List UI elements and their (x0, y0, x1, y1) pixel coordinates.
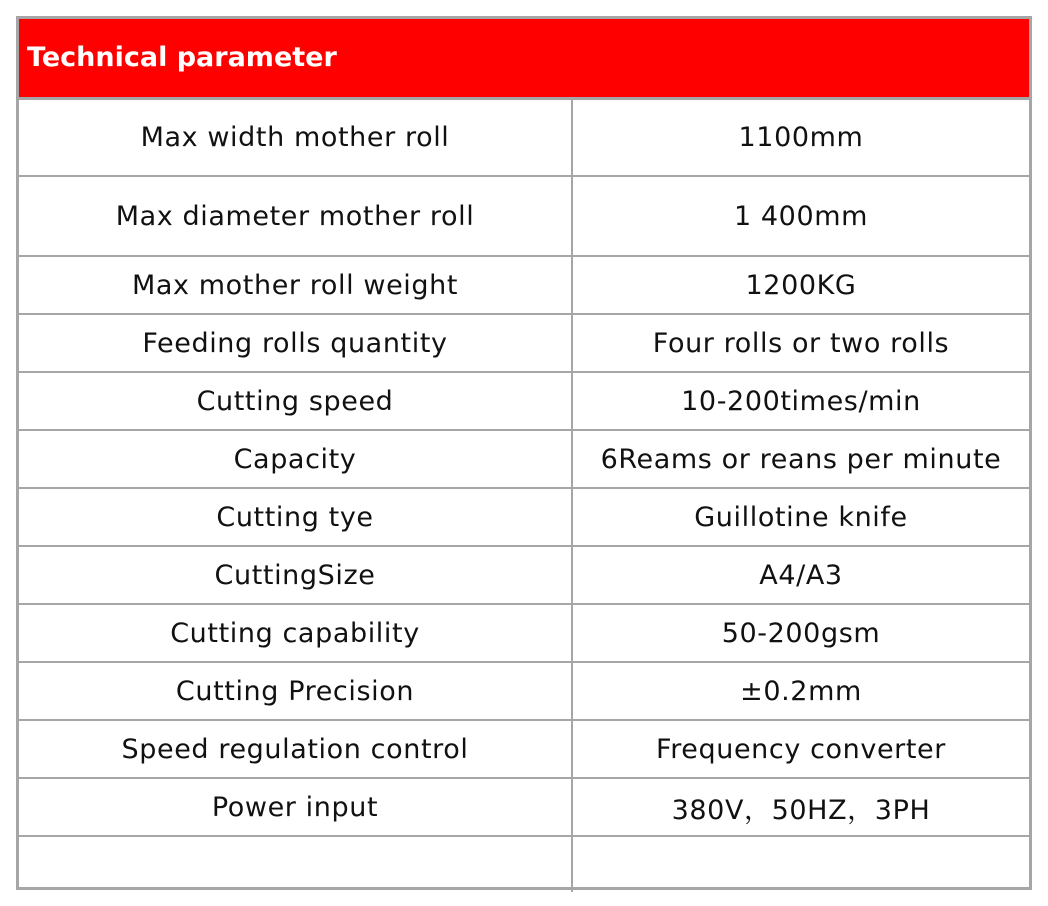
table-body (19, 100, 1029, 892)
value-cell: Frequency converter (656, 733, 946, 765)
table-row (19, 547, 1029, 605)
value-cell: 1100mm (738, 122, 864, 153)
parameter-cell: Feeding rolls quantity (142, 327, 448, 359)
table-row (19, 721, 1029, 779)
parameter-cell: Cutting speed (196, 385, 394, 417)
table-row (19, 605, 1029, 663)
table-row (19, 431, 1029, 489)
value-cell: 10-200times/min (681, 385, 921, 417)
parameter-cell: Cutting Precision (175, 675, 415, 707)
technical-parameter-table (16, 16, 1032, 890)
parameter-cell: Max diameter mother roll (115, 200, 475, 232)
value-cell: 1 400mm (733, 200, 869, 232)
table-row (19, 779, 1029, 837)
table-row (19, 837, 1029, 892)
value-cell: Guillotine knife (694, 501, 908, 533)
value-cell: ±0.2mm (740, 675, 862, 707)
value-cell (573, 837, 1029, 892)
table-row (19, 373, 1029, 431)
table-row (19, 177, 1029, 257)
parameter-cell: Power input (211, 791, 379, 823)
table-row (19, 489, 1029, 547)
parameter-cell: Speed regulation control (121, 733, 469, 765)
value-cell: 6Reams or reans per minute (600, 443, 1002, 475)
parameter-cell: Cutting capability (170, 617, 420, 649)
value-cell: Four rolls or two rolls (652, 327, 950, 359)
parameter-cell: Max mother roll weight (131, 269, 459, 301)
table-row (19, 663, 1029, 721)
value-cell: 380V，50HZ，3PH (671, 794, 931, 826)
parameter-cell: Cutting tye (216, 501, 374, 533)
table-row (19, 257, 1029, 315)
table-row (19, 315, 1029, 373)
table-title: Technical parameter (27, 42, 337, 73)
parameter-cell: Capacity (233, 443, 357, 475)
value-cell: 50-200gsm (721, 617, 881, 649)
table-header (19, 19, 1029, 100)
table-row (19, 100, 1029, 177)
parameter-cell: Max width mother roll (140, 122, 450, 153)
parameter-cell (19, 837, 571, 892)
parameter-cell: CuttingSize (214, 559, 376, 591)
value-cell: 1200KG (745, 269, 857, 301)
value-cell: A4/A3 (759, 559, 843, 591)
